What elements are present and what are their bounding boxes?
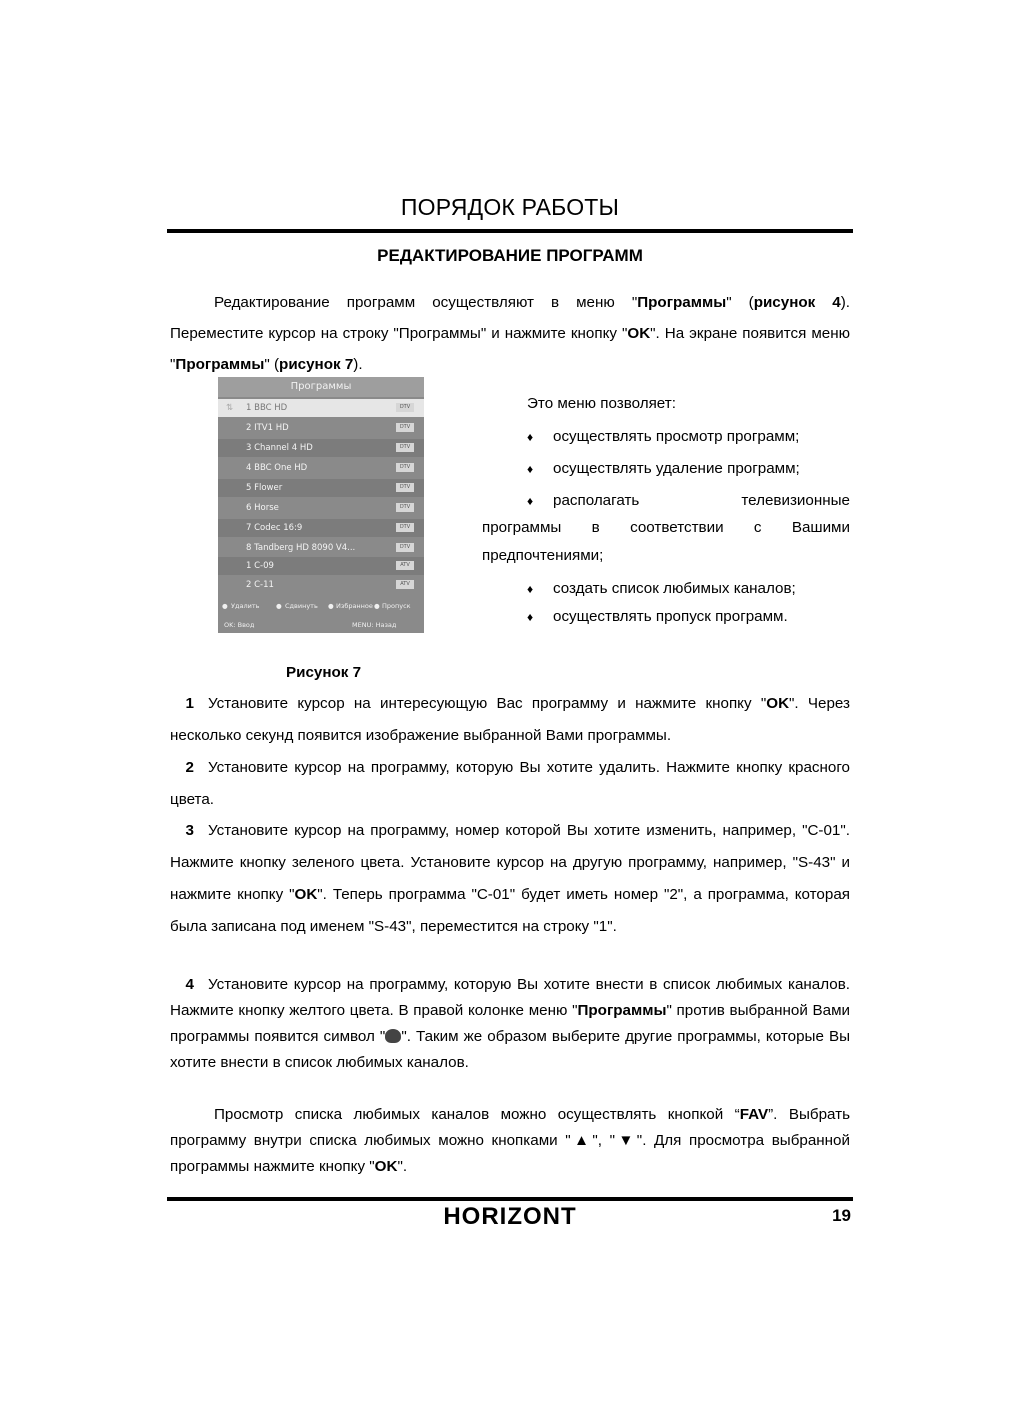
step-3: 3 Установите курсор на программу, номер которой Вы хотите изменить, например, "C-01". Нажмите кнопку зеленого цвета. Установите курсор на другую программу, например, "S-43" и нажмите кнопку "OK". Теперь программа "C-01" будет иметь номер "2", а программа, которая была записана под именем "S-43", переместится на строку "1". xyxy=(170,822,850,935)
yellow-dot-icon: ● xyxy=(328,602,334,610)
list-item: ♦ осуществлять просмотр программ; xyxy=(527,428,800,445)
diamond-icon: ♦ xyxy=(527,610,534,624)
header-rule xyxy=(167,229,853,233)
list-item: ♦ осуществлять удаление программ; xyxy=(527,460,800,477)
tv-menu-row: 2 C-11 ATV xyxy=(218,576,424,594)
red-dot-icon: ● xyxy=(222,602,228,610)
heart-icon xyxy=(385,1029,401,1043)
tv-menu-row: 8 Tandberg HD 8090 V4... DTV xyxy=(218,539,424,557)
list-item: ♦ располагать телевизионные xyxy=(527,492,850,509)
list-item: ♦ осуществлять пропуск программ. xyxy=(527,608,788,625)
tv-menu-row: 7 Codec 16:9 DTV xyxy=(218,519,424,537)
list-item: ♦ создать список любимых каналов; xyxy=(527,580,796,597)
footer-rule xyxy=(167,1197,853,1201)
horizont-logo xyxy=(420,1204,600,1228)
diamond-icon: ♦ xyxy=(527,462,534,476)
tv-menu-row: 3 Channel 4 HD DTV xyxy=(218,439,424,457)
tv-menu-row: 2 ITV1 HD DTV xyxy=(218,419,424,437)
page-number: 19 xyxy=(832,1206,851,1225)
tv-menu-row: 4 BBC One HD DTV xyxy=(218,459,424,477)
list-item-continuation: программы в соответствии с Вашими xyxy=(482,519,850,536)
tv-menu-row: ⇅ 1 BBC HD DTV xyxy=(218,399,424,417)
tv-menu-row: 1 C-09 ATV xyxy=(218,557,424,575)
list-item-continuation: предпочтениями; xyxy=(482,547,604,564)
tv-menu-row: 6 Horse DTV xyxy=(218,499,424,517)
diamond-icon: ♦ xyxy=(527,582,534,596)
page-title: ПОРЯДОК РАБОТЫ xyxy=(400,194,620,220)
svg-text:HORIZONT: HORIZONT xyxy=(443,1204,577,1228)
figure-caption: Рисунок 7 xyxy=(286,664,362,681)
step-2: 2 Установите курсор на программу, которую Вы хотите удалить. Нажмите кнопку красного цвета. xyxy=(170,759,850,808)
diamond-icon: ♦ xyxy=(527,430,534,444)
green-dot-icon: ● xyxy=(276,602,282,610)
tv-menu-title: Программы xyxy=(218,377,424,397)
blue-dot-icon: ● xyxy=(374,602,380,610)
features-lead: Это меню позволяет: xyxy=(527,395,676,412)
tv-menu-row: 5 Flower DTV xyxy=(218,479,424,497)
diamond-icon: ♦ xyxy=(527,494,534,508)
tv-menu-screenshot: Программы ⇅ 1 BBC HD DTV 2 ITV1 HD DTV 3 Channel 4 HD DTV 4 BBC One HD DTV 5 Flower DTV 6 Horse DTV 7 Codec 16:9 DTV 8 Tandberg HD 8090 V4... DTV 1 C-09 ATV 2 C-11 ATV ● Удалить ● Сдвинуть ● Избранное ● Пропуск OK: Ввод MENU: Назад xyxy=(218,377,424,633)
step-4: 4 Установите курсор на программу, которую Вы хотите внести в список любимых каналов. Нажмите кнопку желтого цвета. В правой колонке меню "Программы" против выбранной Вами программы появится символ " ". Таким же образом выберите другие программы, которые Вы хотите внести в список любимых каналов. xyxy=(170,976,851,1071)
section-title: РЕДАКТИРОВАНИЕ ПРОГРАММ xyxy=(377,246,643,265)
intro-paragraph: Редактирование программ осуществляют в меню "Программы" (рисунок 4). Переместите курсор на строку "Программы" и нажмите кнопку "OK". На экране появится меню "Программы" (рисунок 7). xyxy=(170,294,851,373)
step-1: 1 Установите курсор на интересующую Вас программу и нажмите кнопку "OK". Через несколько секунд появится изображение выбранной Вами программы. xyxy=(170,695,850,744)
fav-paragraph: Просмотр списка любимых каналов можно осуществлять кнопкой “FAV”. Выбрать программу внутри списка любимых можно кнопками "▲", "▼". Для просмотра выбранной программы нажмите кнопку "OK". xyxy=(170,1106,850,1175)
